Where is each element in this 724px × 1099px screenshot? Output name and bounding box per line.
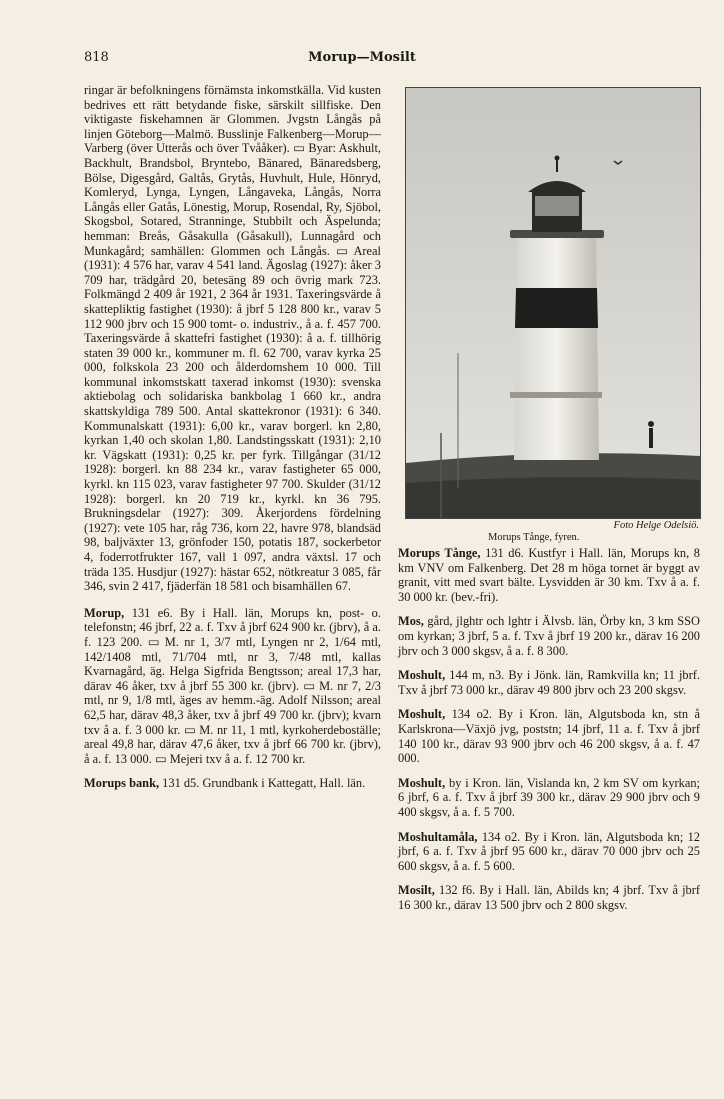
entry-text: 144 m, n3. By i Jönk. län, Ramkvilla kn; 11 jbrf. Txv å jbrf 73 000 kr., därav 49 800 jbrv och 23 200 skgsv.	[398, 668, 700, 697]
page-number: 818	[84, 50, 109, 65]
right-column	[398, 546, 700, 922]
entry-headword: Moshultamåla,	[398, 829, 478, 844]
entry-headword: Moshult,	[398, 707, 446, 722]
entry-moshultamala	[398, 830, 700, 874]
entry-morup	[84, 606, 381, 767]
entry-text: 132 f6. By i Hall. län, Abilds kn; 4 jbrf. Txv å jbrf 16 300 kr., därav 13 500 jbrv och 2 800 skgsv.	[398, 883, 700, 912]
photo-caption: Morups Tånge, fyren.	[488, 532, 580, 543]
continued-paragraph: ringar är befolkningens förnämsta inkomstkälla. Vid kusten bedrives ett rätt betydande fiske, särskilt sillfiske. Den viktigaste fiskehamnen är Glommen. Jvgstn Långås på linjen Göteborg—Malmö. Busslinje Falkenberg—Morup—Varberg (över Utterås och över Tvååker). ▭ Byar: Askhult, Backhult, Brandsbol, Bryntebo, Bänared, Bänaredsberg, Bölse, Digesgård, Galtås, Grytås, Huvhult, Hule, Hönryd, Komleryd, Lynga, Lyngen, Långaveka, Långås, Norra Långås eller Gatås, Lönestig, Morup, Rosendal, Ry, Sjöbol, Skogsbol, Sotared, Stranninge, Stubbilt och Äspelunda; hemman: Breås, Gåsakulla (Gåsakull), Lunnagård och Munkagård; samhällen: Glommen och Långås. ▭ Areal (1931): 4 576 har, varav 4 541 land. Ägoslag (1927): åker 3 709 har, trädgård 20, betesäng 89 och övrig mark 723. Folkmängd 2 409 år 1921, 2 364 år 1931. Taxeringsvärde å skattepliktig fastighet (1930): å jbrf 5 128 800 kr., varav 5 112 900 jbrv och 15 900 tomt- o. industriv., å a. f. 457 700. Taxeringsvärde å skattefri fastighet (1930): å a. f. tillhörig staten 39 000 kr., kommuner m. fl. 62 700, varav kyrka 25 000, folkskola 23 200 och ålderdomshem 10 000. Till kommunal inkomstskatt taxerad inkomst (1930): svenska aktiebolag och solidariska bankbolag 1 660 kr., andra skattskyldiga 789 500. Antal skattekronor (1931): 6 340. Kommunalskatt (1931): 6,00 kr., varav borgerl. kn 2,80, kyrkan 1,40 och skolan 1,80. Landstingsskatt (1931): 2,10 kr. Vägskatt (1931): 0,25 kr. per fyrk. Tillgångar (31/12 1928): borgerl. kn 88 234 kr., varav fastigheter 65 000, kyrkl. kn 115 023, varav fastigheter 97 700. Skulder (31/12 1928): borgerl. kn 20 719 kr., kyrkl. kn 36 795. Brukningsdelar (1927): 309. Åkerjordens fördelning (1927): vete 105 har, råg 736, korn 22, havre 978, blandsäd 98, baljväxter 13, grönfoder 150, potatis 187, sockerbetor 4, foderrotfrukter 167, vall 1 097, andra växtsl. 17 och träda 135. Husdjur (1927): hästar 652, nötkreatur 3 085, får 346, svin 2 417, fjäderfän 18 581 och bisamhällen 67.	[84, 83, 381, 594]
entry-text: 131 e6. By i Hall. län, Morups kn, post- o. telefonstn; 46 jbrf, 22 a. f. Txv å jbrf 624 900 kr. (jbrv), å a. f. 123 200. ▭ M. nr 1, 3/7 mtl, Lyngen nr 2, 1/64 mtl, 142/1408 mtl, 71/704 mtl, nr 3, 7/48 mtl, kallas Kvarnagård, äg. Helga Sigfrida Bengtsson; areal 17,3 har, därav 46 åker, txv å jbrf 55 300 kr. (jbrv). ▭ M. nr 7, 2/3 mtl, nr 9, 1/8 mtl, äges av hemm.-äg. Adolf Nilsson; areal 62,5 har, därav 48,3 åker, txv å jbrf 49 700 kr. (jbrv); kvarn txv å a. f. 3 000 kr. ▭ M. nr 11, 1 mtl, kyrkoherdeboställe; areal 49,8 har, därav 47,6 åker, txv å jbrf 66 700 kr. (jbrv), å a. f. 13 000. ▭ Mejeri txv å a. f. 12 700 kr.	[84, 605, 381, 766]
entry-moshult-vislanda	[398, 776, 700, 820]
entry-morups-bank	[84, 776, 381, 791]
entry-headword: Morups Tånge,	[398, 546, 481, 560]
entry-headword: Mosilt,	[398, 883, 435, 898]
entry-text: 134 o2. By i Kron. län, Algutsboda kn, stn å Karlskrona—Växjö jvg, poststn; 14 jbrf, 11 a. f. Txv å jbrf 140 100 kr., därav 93 900 jbrv och 46 200 skgsv, å a. f. 47 000.	[398, 707, 700, 766]
entry-moshult-jonk	[398, 668, 700, 697]
entry-headword: Moshult,	[398, 668, 446, 683]
entry-headword: Moshult,	[398, 775, 446, 790]
entry-text: gård, jlghtr och lghtr i Älvsb. län, Örby kn, 3 km SSO om kyrkan; 3 jbrf, 5 a. f. Txv å jbrf 19 200 kr., därav 16 200 jbrv och 3 000 skgsv, å a. f. 8 300.	[398, 614, 700, 658]
left-column	[84, 83, 381, 801]
entry-morups-tange	[398, 546, 700, 604]
entry-headword: Mos,	[398, 614, 424, 629]
entry-headword: Morup,	[84, 605, 125, 620]
lighthouse-photo	[405, 87, 701, 519]
entry-headword: Morups bank,	[84, 776, 160, 791]
entry-text: 134 o2. By i Kron. län, Algutsboda kn; 12 jbrf, 6 a. f. Txv å jbrf 95 600 kr., därav 70 000 jbrv och 25 600 skgsv, å a. f. 5 600.	[398, 829, 700, 873]
photo-credit: Foto Helge Odelsiö.	[613, 520, 699, 531]
entry-text: 131 d5. Grundbank i Kattegatt, Hall. län.	[162, 776, 366, 791]
entry-mos	[398, 614, 700, 658]
entry-mosilt	[398, 883, 700, 912]
entry-moshult-algutsboda	[398, 707, 700, 765]
lighthouse-icon	[406, 88, 700, 518]
entry-text: 131 d6. Kustfyr i Hall. län, Morups kn, 8 km VNV om Falkenberg. Det 28 m höga tornet är byggt av granit, vitt med svart bälte. Lysvidden är 30 km. Txv å a. f. 30 000 kr. (bev.-fri).	[398, 546, 700, 604]
running-head: Morup—Mosilt	[308, 50, 416, 65]
entry-text: by i Kron. län, Vislanda kn, 2 km SV om kyrkan; 6 jbrf, 6 a. f. Txv å jbrf 39 300 kr., därav 29 900 jbrv och 9 400 skgsv, å a. f. 5 700.	[398, 775, 701, 819]
